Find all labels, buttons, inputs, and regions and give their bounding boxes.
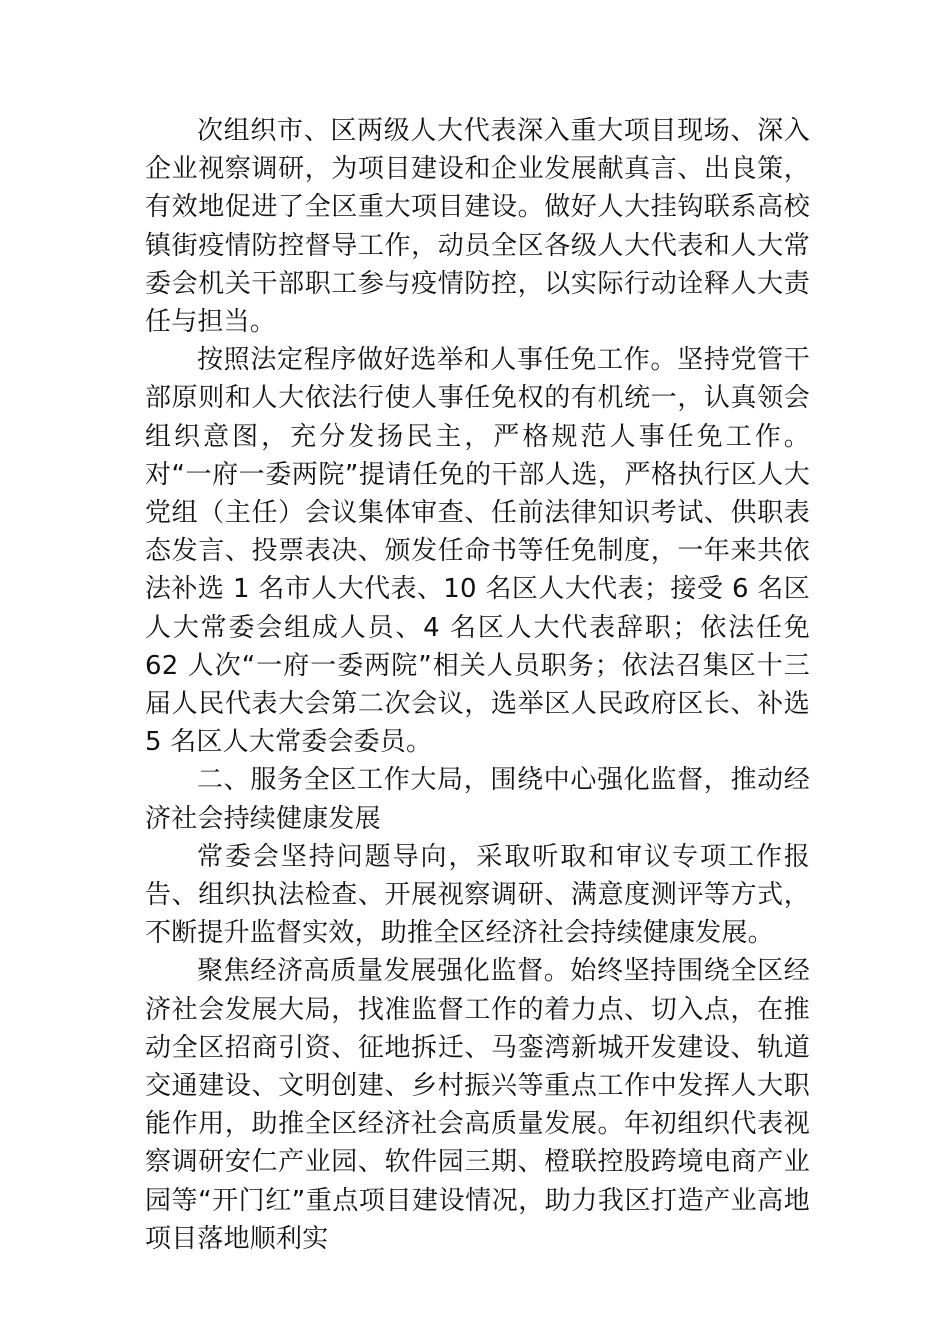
section-heading: 二、服务全区工作大局，围绕中心强化监督，推动经济社会持续健康发展 — [145, 765, 810, 834]
paragraph-2: 按照法定程序做好选举和人事任免工作。坚持党管干部原则和人大依法行使人事任免权的有机统一，认真领会组织意图，充分发扬民主，严格规范人事任免工作。对“一府一委两院”提请任免的干部人选，严格执行区人大党组（主任）会议集体审查、任前法律知识考试、供职表态发言、投票表决、颁发任命书等任免制度，一年来共依法补选 1 名市人大代表、10 名区人大代表；接受 6 名区人大常委会组成人员、4 名区人大代表辞职；依法任免 62 人次“一府一委两院”相关人员职务；依法召集区十三届人民代表大会第二次会议，选举区人民政府区长、补选 5 名区人大常委会委员。 — [145, 345, 810, 758]
paragraph-1: 次组织市、区两级人大代表深入重大项目现场、深入企业视察调研，为项目建设和企业发展献真言、出良策，有效地促进了全区重大项目建设。做好人大挂钩联系高校镇街疫情防控督导工作，动员全区各级人大代表和人大常委会机关干部职工参与疫情防控，以实际行动诠释人大责任与担当。 — [145, 116, 810, 338]
paragraph-3: 常委会坚持问题导向，采取听取和审议专项工作报告、组织执法检查、开展视察调研、满意度测评等方式，不断提升监督实效，助推全区经济社会持续健康发展。 — [145, 841, 810, 949]
paragraph-4: 聚焦经济高质量发展强化监督。始终坚持围绕全区经济社会发展大局，找准监督工作的着力点、切入点，在推动全区招商引资、征地拆迁、马銮湾新城开发建设、轨道交通建设、文明创建、乡村振兴等重点工作中发挥人大职能作用，助推全区经济社会高质量发展。年初组织代表视察调研安仁产业园、软件园三期、橙联控股跨境电商产业园等“开门红”重点项目建设情况，助力我区打造产业高地项目落地顺利实 — [145, 956, 810, 1254]
document-body — [145, 112, 810, 1258]
